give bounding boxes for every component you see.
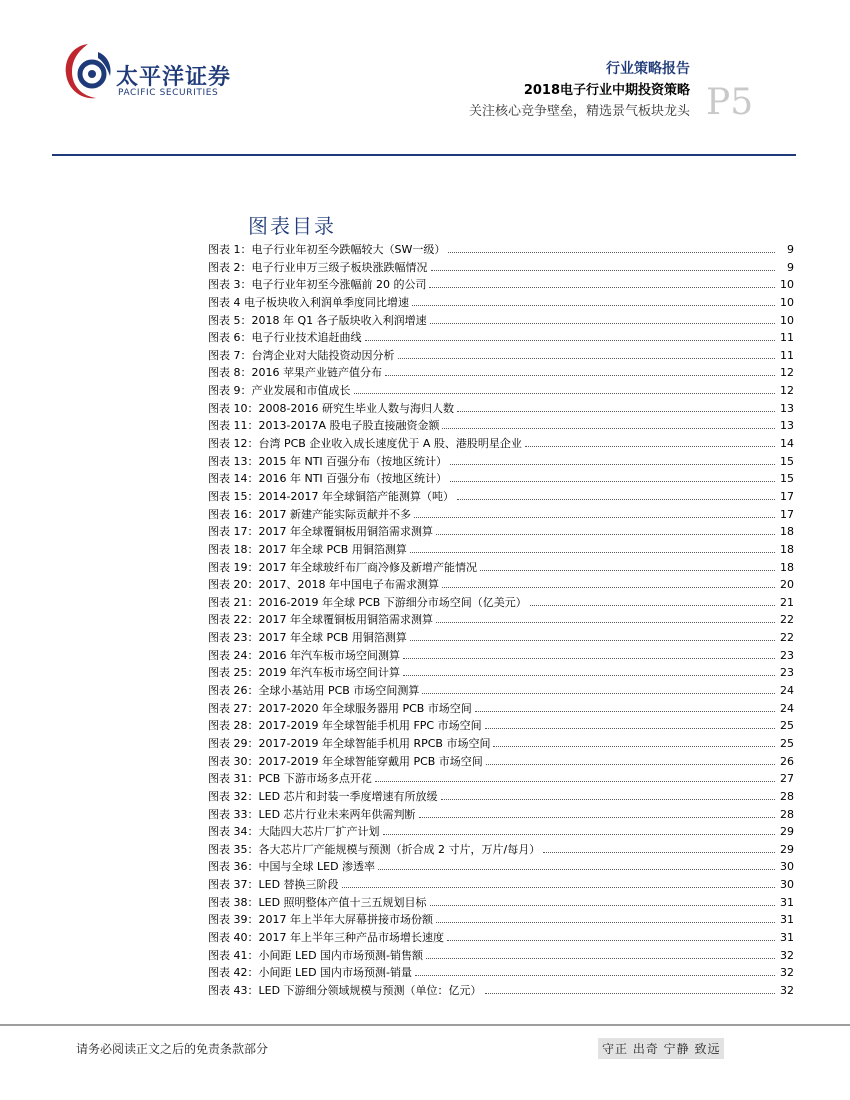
toc-entry-page: 30 [780,878,794,892]
toc-entry-page: 15 [780,472,794,486]
toc-entry[interactable] [208,734,794,752]
toc-entry-page: 17 [780,507,794,521]
toc-leader-dots [375,769,775,782]
toc-leader-dots [436,522,775,535]
toc-title: 图表目录 [248,214,336,238]
toc-leader-dots [448,240,775,253]
toc-entry-label: 图表 8：2016 苹果产业链产值分布 [208,366,382,380]
toc-entry[interactable] [208,381,794,399]
toc-entry[interactable] [208,416,794,434]
toc-entry-page: 27 [780,772,794,786]
toc-entry-label: 图表 5：2018 年 Q1 各子版块收入利润增速 [208,313,427,327]
toc-entry[interactable] [208,787,794,805]
toc-entry-page: 24 [780,684,794,698]
toc-entry-label: 图表 39：2017 年上半年大屏幕拼接市场份额 [208,913,433,927]
toc-entry[interactable] [208,752,794,770]
toc-entry-label: 图表 35：各大芯片厂产能规模与预测（折合成 2 寸片，万片/每月） [208,842,541,856]
toc-entry-label: 图表 30：2017-2019 年全球智能穿戴用 PCB 市场空间 [208,754,483,768]
toc-leader-dots [429,275,775,288]
toc-leader-dots [354,381,776,394]
toc-entry[interactable] [208,452,794,470]
toc-leader-dots [422,681,775,694]
toc-entry-label: 图表 17：2017 年全球覆铜板用铜箔需求测算 [208,525,433,539]
toc-entry-page: 10 [780,313,794,327]
toc-leader-dots [493,734,775,747]
toc-entry-label: 图表 4 电子板块收入利润单季度同比增速 [208,295,409,309]
toc-entry[interactable] [208,593,794,611]
toc-entry-page: 28 [780,789,794,803]
toc-entry-page: 23 [780,648,794,662]
toc-entry-page: 31 [780,895,794,909]
toc-entry-label: 图表 42：小间距 LED 国内市场预测-销量 [208,966,413,980]
toc-leader-dots [365,328,776,341]
toc-entry-label: 图表 12：台湾 PCB 企业收入成长速度优于 A 股、港股明星企业 [208,437,522,451]
toc-leader-dots [398,346,776,359]
toc-leader-dots [430,893,775,906]
toc-entry[interactable] [208,663,794,681]
toc-entry-page: 30 [780,860,794,874]
toc-entry-page: 10 [780,295,794,309]
footer-motto: 守正 出奇 宁静 致远 [598,1038,724,1059]
toc-entry[interactable] [208,628,794,646]
toc-entry-label: 图表 40：2017 年上半年三种产品市场增长速度 [208,930,444,944]
toc-leader-dots [342,875,775,888]
toc-entry-label: 图表 9：产业发展和市值成长 [208,384,351,398]
toc-leader-dots [457,399,775,412]
toc-leader-dots [525,434,775,447]
toc-entry-page: 20 [780,578,794,592]
toc-entry-page: 13 [780,419,794,433]
toc-entry[interactable] [208,875,794,893]
toc-entry[interactable] [208,399,794,417]
toc-leader-dots [457,487,775,500]
toc-leader-dots [415,963,775,976]
toc-leader-dots [436,910,775,923]
toc-entry[interactable] [208,910,794,928]
toc-leader-dots [442,575,775,588]
footer-disclaimer: 请务必阅读正文之后的免责条款部分 [76,1042,269,1056]
toc-leader-dots [383,822,776,835]
toc-leader-dots [450,452,775,465]
toc-entry[interactable] [208,769,794,787]
toc-entry[interactable] [208,275,794,293]
report-subtitle: 关注核心竞争壁垒，精选景气板块龙头 [468,104,690,119]
toc-entry[interactable] [208,699,794,717]
toc-entry[interactable] [208,363,794,381]
toc-entry[interactable] [208,293,794,311]
toc-entry-label: 图表 19：2017 年全球玻纤布厂商冷修及新增产能情况 [208,560,477,574]
toc-entry-label: 图表 16：2017 新建产能实际贡献并不多 [208,507,411,521]
toc-entry-label: 图表 20：2017、2018 年中国电子布需求测算 [208,578,439,592]
toc-leader-dots [480,558,775,571]
toc-entry-label: 图表 18：2017 年全球 PCB 用铜箔测算 [208,542,407,556]
toc-entry[interactable] [208,469,794,487]
toc-entry-label: 图表 25：2019 年汽车板市场空间计算 [208,666,400,680]
toc-entry-page: 26 [780,754,794,768]
toc-entry-page: 11 [780,331,794,345]
toc-leader-dots [412,293,775,306]
toc-entry-label: 图表 36：中国与全球 LED 渗透率 [208,860,376,874]
toc-entry[interactable] [208,963,794,981]
toc-entry-page: 11 [780,348,794,362]
toc-entry-page: 23 [780,666,794,680]
toc-entry[interactable] [208,857,794,875]
toc-entry-label: 图表 43：LED 下游细分领域规模与预测（单位：亿元） [208,983,482,997]
toc-entry[interactable] [208,487,794,505]
toc-entry-page: 32 [780,983,794,997]
toc-entry-page: 28 [780,807,794,821]
toc-leader-dots [441,787,775,800]
toc-leader-dots [530,593,775,606]
toc-entry[interactable] [208,610,794,628]
toc-entry[interactable] [208,522,794,540]
toc-entry[interactable] [208,840,794,858]
toc-entry-page: 25 [780,719,794,733]
toc-entry-label: 图表 37：LED 替换三阶段 [208,878,339,892]
toc-entry[interactable] [208,346,794,364]
toc-leader-dots [431,258,776,271]
toc-leader-dots [442,416,775,429]
toc-entry-label: 图表 10：2008-2016 研究生毕业人数与海归人数 [208,401,454,415]
report-type: 行业策略报告 [606,61,690,77]
toc-entry-page: 14 [780,437,794,451]
toc-entry-page: 10 [780,278,794,292]
toc-entry-label: 图表 33：LED 芯片行业未来两年供需判断 [208,807,416,821]
toc-leader-dots [447,928,775,941]
toc-leader-dots [436,610,775,623]
toc-entry[interactable] [208,328,794,346]
toc-entry-label: 图表 13：2015 年 NTI 百强分布（按地区统计） [208,454,448,468]
toc-entry[interactable] [208,558,794,576]
toc-entry-page: 21 [780,595,794,609]
toc-leader-dots [403,646,775,659]
toc-entry-label: 图表 11：2013-2017A 股电子股直接融资金额 [208,419,440,433]
toc-entry-page: 22 [780,631,794,645]
toc-entry[interactable] [208,258,794,276]
toc-leader-dots [486,752,775,765]
toc-entry-label: 图表 28：2017-2019 年全球智能手机用 FPC 市场空间 [208,719,482,733]
toc-entry-page: 31 [780,930,794,944]
toc-entry[interactable] [208,646,794,664]
toc-entry-page: 17 [780,489,794,503]
toc-leader-dots [403,663,775,676]
toc-entry[interactable] [208,893,794,911]
toc-entry-page: 9 [787,243,794,256]
toc-leader-dots [414,505,775,518]
toc-entry-label: 图表 6：电子行业技术追赶曲线 [208,331,362,345]
toc-entry-page: 18 [780,560,794,574]
toc-leader-dots [410,628,775,641]
toc-entry-label: 图表 34：大陆四大芯片厂扩产计划 [208,825,380,839]
toc-leader-dots [485,981,775,994]
toc-leader-dots [385,363,775,376]
toc-entry[interactable] [208,716,794,734]
toc-entry-label: 图表 27：2017-2020 年全球服务器用 PCB 市场空间 [208,701,472,715]
toc-entry[interactable] [208,928,794,946]
toc-entry-page: 32 [780,966,794,980]
toc-entry-label: 图表 21：2016-2019 年全球 PCB 下游细分市场空间（亿美元） [208,595,527,609]
toc-entry[interactable] [208,240,794,258]
toc-entry-label: 图表 14：2016 年 NTI 百强分布（按地区统计） [208,472,448,486]
toc-entry-page: 18 [780,525,794,539]
toc-entry[interactable] [208,540,794,558]
page-number: P5 [706,82,754,123]
toc-entry[interactable] [208,575,794,593]
toc-entry-page: 9 [787,260,794,274]
company-logo [62,40,242,108]
toc-entry[interactable] [208,805,794,823]
pacific-securities-logo-icon [62,40,114,104]
toc-entry-label: 图表 1：电子行业年初至今跌幅较大（SW一级） [208,243,446,256]
header-divider [52,154,796,156]
toc-leader-dots [430,311,775,324]
toc-entry-label: 图表 26：全球小基站用 PCB 市场空间测算 [208,684,420,698]
figure-toc-list [208,240,794,999]
toc-leader-dots [410,540,775,553]
toc-leader-dots [450,469,775,482]
toc-entry[interactable] [208,822,794,840]
toc-entry-page: 22 [780,613,794,627]
toc-entry-page: 12 [780,384,794,398]
toc-entry-page: 18 [780,542,794,556]
toc-entry-label: 图表 7：台湾企业对大陆投资动因分析 [208,348,395,362]
toc-entry-page: 12 [780,366,794,380]
toc-entry-label: 图表 31：PCB 下游市场多点开花 [208,772,372,786]
report-title: 2018电子行业中期投资策略 [523,83,690,98]
footer-divider [0,1024,850,1026]
toc-leader-dots [378,857,775,870]
toc-entry-label: 图表 22：2017 年全球覆铜板用铜箔需求测算 [208,613,433,627]
logo-name-en: PACIFIC SECURITIES [118,88,219,98]
toc-leader-dots [475,699,775,712]
toc-entry-label: 图表 3：电子行业年初至今涨幅前 20 的公司 [208,278,427,292]
toc-entry-page: 31 [780,913,794,927]
toc-entry-label: 图表 2：电子行业申万三级子板块涨跌幅情况 [208,260,428,274]
toc-entry-page: 32 [780,948,794,962]
toc-entry[interactable] [208,311,794,329]
toc-leader-dots [485,716,775,729]
toc-entry[interactable] [208,946,794,964]
toc-entry[interactable] [208,981,794,999]
toc-entry-page: 24 [780,701,794,715]
toc-entry[interactable] [208,505,794,523]
toc-entry-label: 图表 41：小间距 LED 国内市场预测-销售额 [208,948,424,962]
toc-entry-label: 图表 32：LED 芯片和封装一季度增速有所放缓 [208,789,438,803]
toc-leader-dots [426,946,775,959]
toc-entry-page: 25 [780,736,794,750]
toc-leader-dots [543,840,775,853]
toc-entry-page: 13 [780,401,794,415]
toc-entry-label: 图表 38：LED 照明整体产值十三五规划目标 [208,895,427,909]
toc-entry-label: 图表 23：2017 年全球 PCB 用铜箔测算 [208,631,407,645]
toc-entry-page: 29 [780,825,794,839]
toc-entry-page: 15 [780,454,794,468]
toc-entry[interactable] [208,434,794,452]
logo-name-cn: 太平洋证券 [116,65,232,90]
toc-entry-label: 图表 29：2017-2019 年全球智能手机用 RPCB 市场空间 [208,736,491,750]
toc-leader-dots [419,805,775,818]
toc-entry[interactable] [208,681,794,699]
toc-entry-label: 图表 24：2016 年汽车板市场空间测算 [208,648,400,662]
toc-entry-label: 图表 15：2014-2017 年全球铜箔产能测算（吨） [208,489,454,503]
toc-entry-page: 29 [780,842,794,856]
